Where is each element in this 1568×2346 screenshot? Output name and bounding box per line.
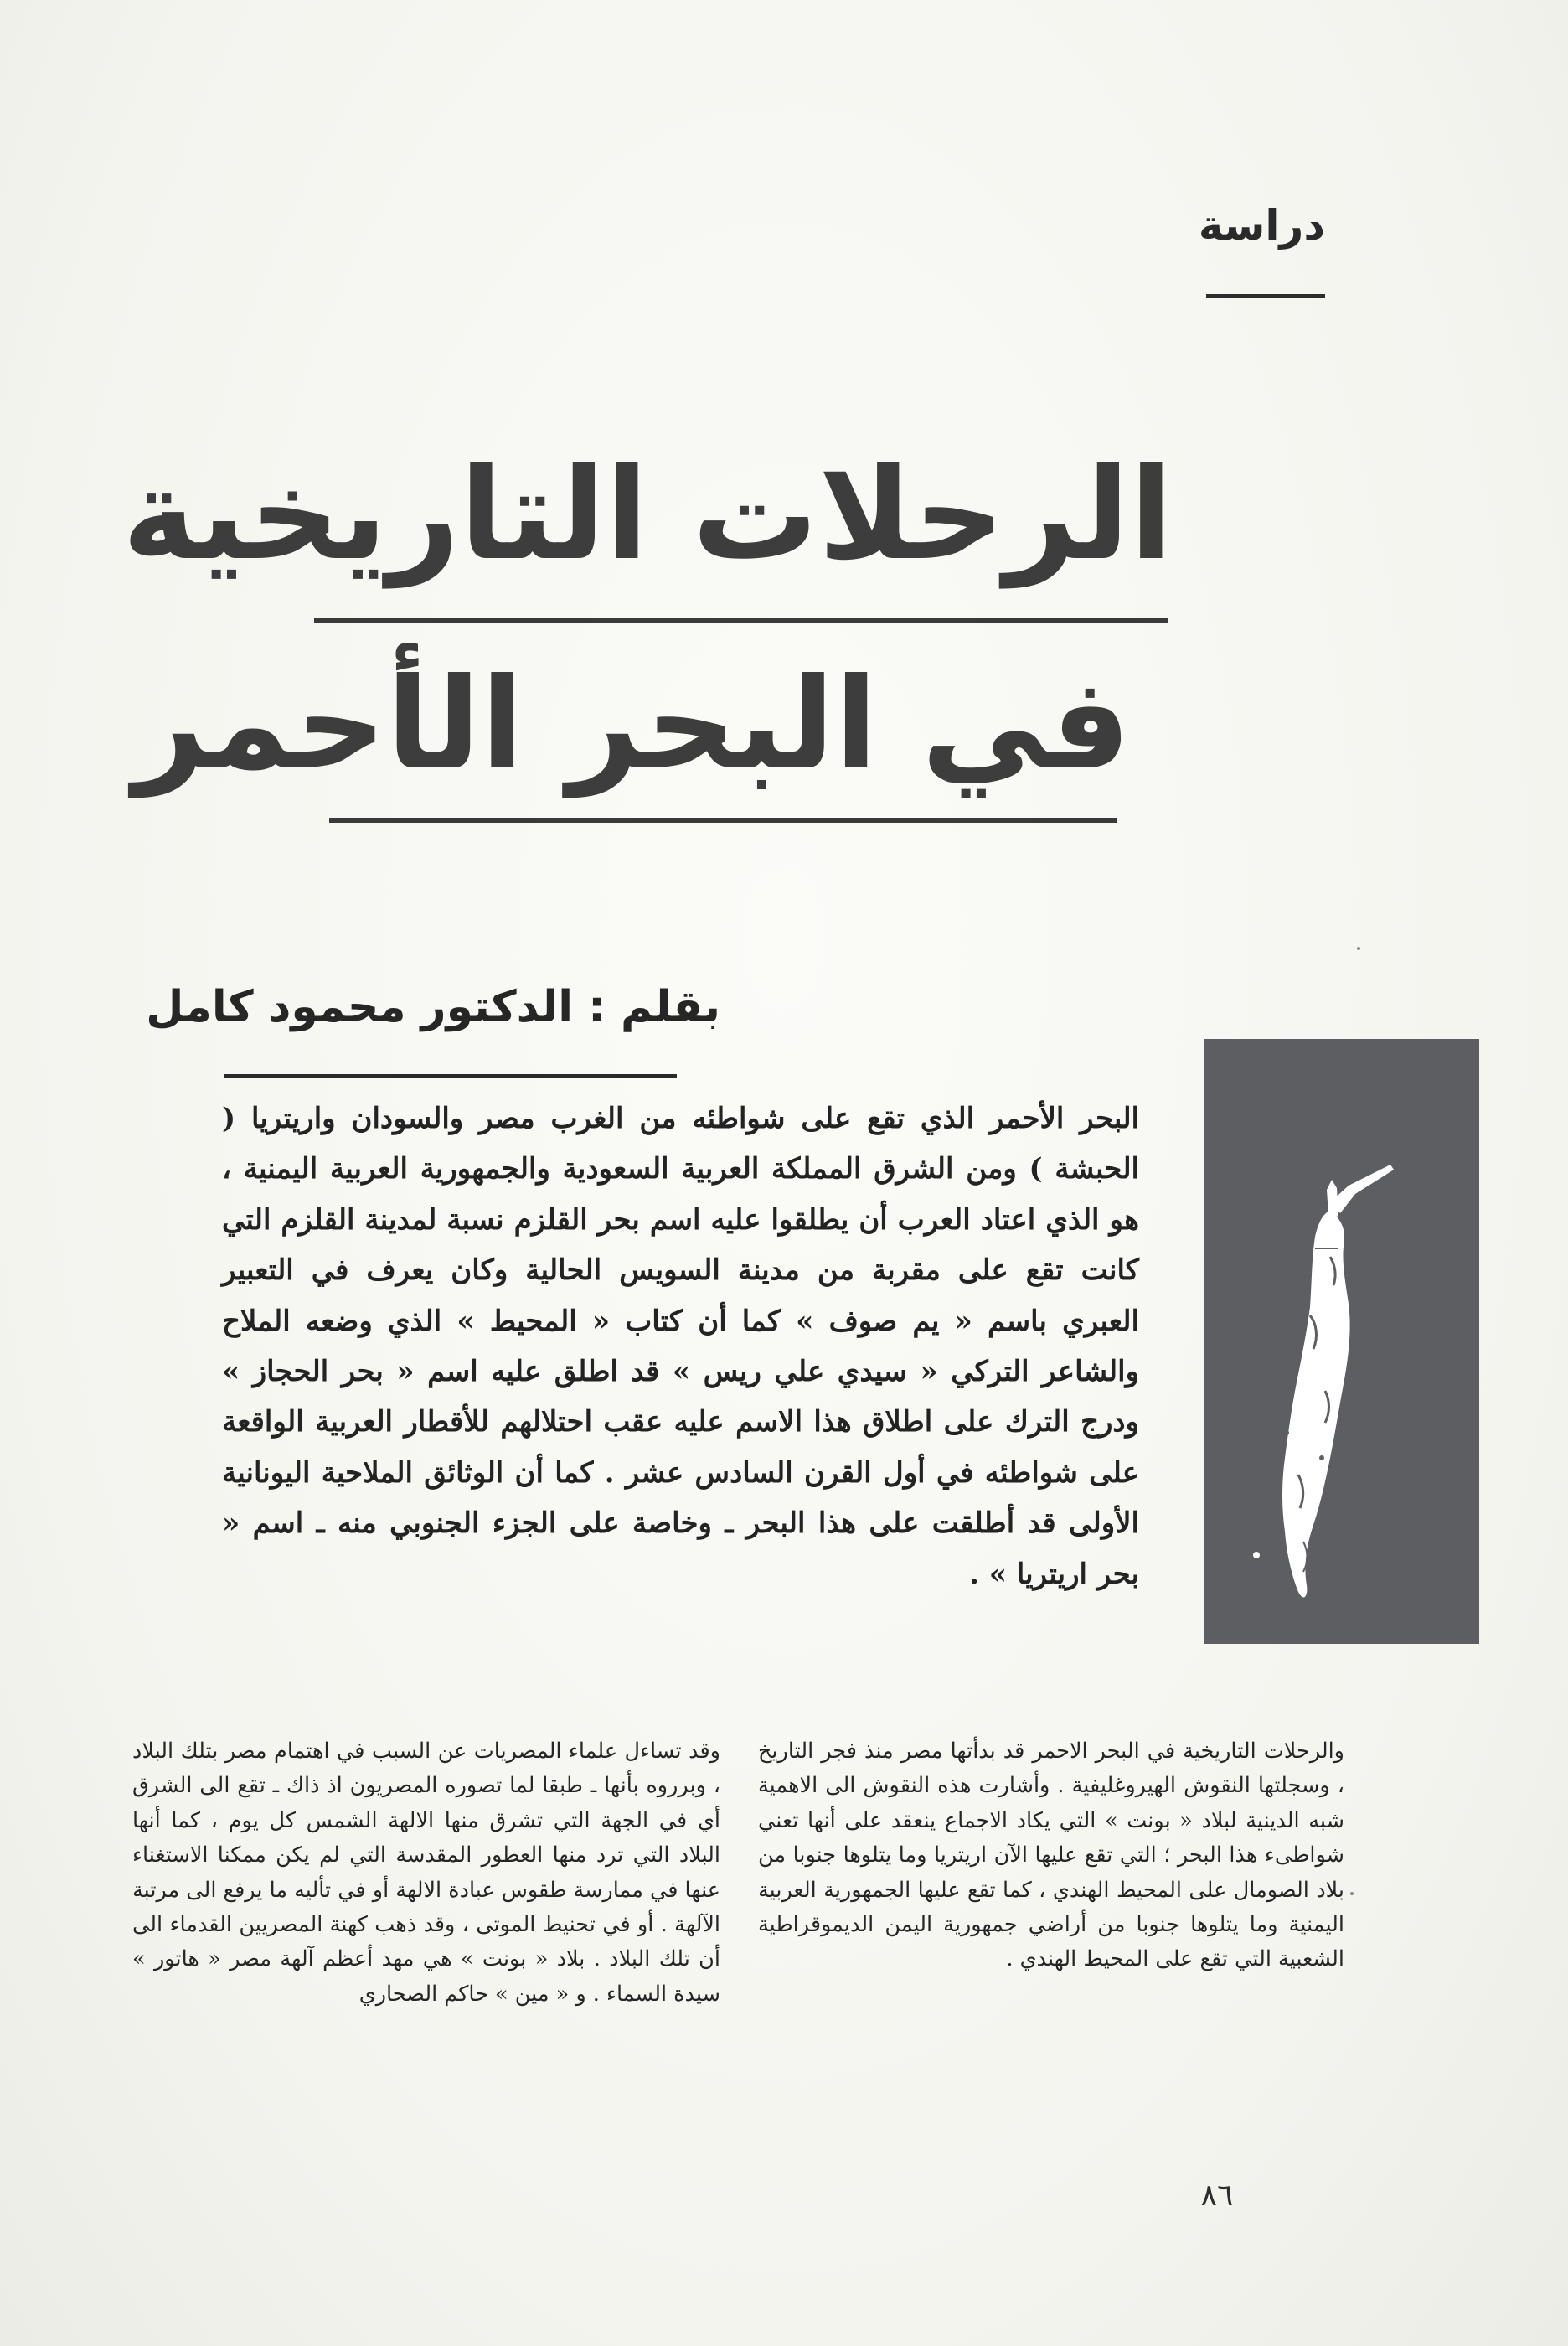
- map-illustration: [1204, 1039, 1479, 1644]
- section-label: دراسة: [1198, 201, 1325, 250]
- paper-speck: [1357, 947, 1360, 950]
- intro-paragraph: البحر الأحمر الذي تقع على شواطئه من الغرب مصر والسودان واريتريا ( الحبشة ) ومن الشرق المملكة العربية السعودية والجمهورية العربية اليمنية ، هو الذي اعتاد العرب أن يطلقوا عليه اسم بحر القلزم نسبة لمدينة القلزم التي كانت تقع على مقربة من مدينة السويس الحالية وكان يعرف في التعبير العبري باسم « يم صوف » كما أن كتاب « المحيط » الذي وضعه الملاح والشاعر التركي « سيدي علي ريس » قد اطلق عليه اسم « بحر الحجاز » ودرج الترك على اطلاق هذا الاسم عليه عقب احتلالهم للأقطار العربية الواقعة على شواطئه في أول القرن السادس عشر . كما أن الوثائق الملاحية اليونانية الأولى قد أطلقت على هذا البحر ـ وخاصة على الجزء الجنوبي منه ـ اسم « بحر اريتريا » .: [222, 1102, 1139, 1591]
- red-sea-map-icon: [1204, 1039, 1479, 1644]
- author-byline: بقلم : الدكتور محمود كامل: [146, 982, 720, 1032]
- section-rule: [1206, 294, 1325, 298]
- title-rule-top: [314, 618, 1168, 623]
- paper-speck: [1350, 1892, 1354, 1895]
- body-column-right: والرحلات التاريخية في البحر الاحمر قد بدأتها مصر منذ فجر التاريخ ، وسجلتها النقوش الهيروغليفية . وأشارت هذه النقوش الى الاهمية شبه الدينية لبلاد « بونت » التي يكاد الاجماع ينعقد على أنها تعني شواطىء هذا البحر ؛ التي تقع عليها الآن اريتريا وما يتلوها جنوبا من بلاد الصومال على المحيط الهندي ، كما تقع عليها الجمهورية العربية اليمنية وما يتلوها جنوبا من أراضي جمهورية اليمن الديموقراطية الشعبية التي تقع على المحيط الهندي .: [758, 1739, 1344, 1972]
- title-rule-bottom: [329, 818, 1117, 823]
- article-title-line-1: الرحلات التاريخية: [121, 442, 1173, 588]
- page-number: ٨٦: [1200, 2178, 1234, 2213]
- byline-rule: [224, 1074, 677, 1078]
- article-title-line-2: في البحر الأحمر: [133, 652, 1131, 798]
- body-column-left: وقد تساءل علماء المصريات عن السبب في اهتمام مصر بتلك البلاد ، وبرروه بأنها ـ طبقا لما تصوره المصريون اذ ذاك ـ تقع الى الشرق أي في الجهة التي تشرق منها الالهة الشمس كل يوم ، كما أنها البلاد التي ترد منها العطور المقدسة التي لم يكن ممكنا الاستغناء عنها في ممارسة طقوس عبادة الالهة أو في تأليه ما يرفع الى مرتبة الآلهة . أو في تحنيط الموتى ، وقد ذهب كهنة المصريين القدماء الى أن تلك البلاد . بلاد « بونت » هي مهد أعظم آلهة مصر « هاتور » سيدة السماء . و « مين » حاكم الصحاري: [132, 1739, 720, 2007]
